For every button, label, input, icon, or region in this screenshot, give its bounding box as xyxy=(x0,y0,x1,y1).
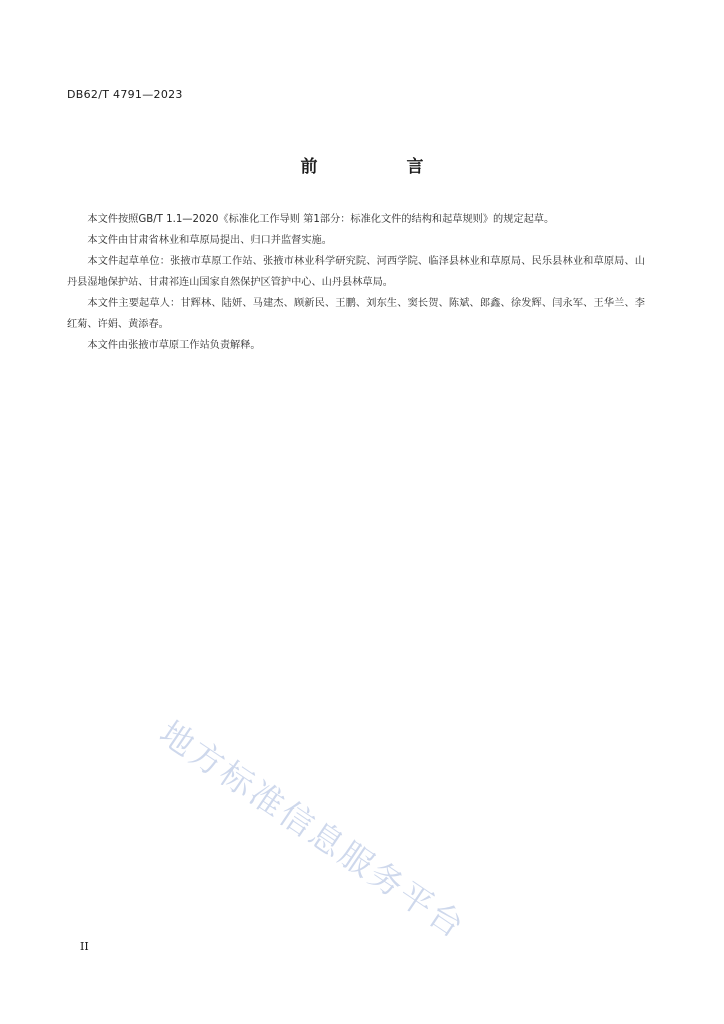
watermark: 地方标准信息服务平台 xyxy=(152,712,474,947)
paragraph-drafters: 本文件主要起草人：甘辉林、陆妍、马建杰、顾新民、王鹏、刘东生、窦长贺、陈斌、郎鑫、徐发辉、闫永军、王华兰、李红菊、许娟、黄添春。 xyxy=(67,298,645,330)
page-title: 前 言 xyxy=(300,157,460,177)
page-number: II xyxy=(80,940,89,953)
paragraph-drafting-rules: 本文件按照GB/T 1.1—2020《标准化工作导则 第1部分：标准化文件的结构和起草规则》的规定起草。 xyxy=(87,214,555,225)
document-code: DB62/T 4791—2023 xyxy=(67,88,183,101)
paragraph-proposer: 本文件由甘肃省林业和草原局提出、归口并监督实施。 xyxy=(87,235,332,246)
paragraph-interpretation: 本文件由张掖市草原工作站负责解释。 xyxy=(87,340,261,351)
paragraph-drafting-units: 本文件起草单位：张掖市草原工作站、张掖市林业科学研究院、河西学院、临泽县林业和草原局、民乐县林业和草原局、山丹县湿地保护站、甘肃祁连山国家自然保护区管护中心、山丹县林草局。 xyxy=(67,256,645,288)
preface-body xyxy=(67,209,645,356)
